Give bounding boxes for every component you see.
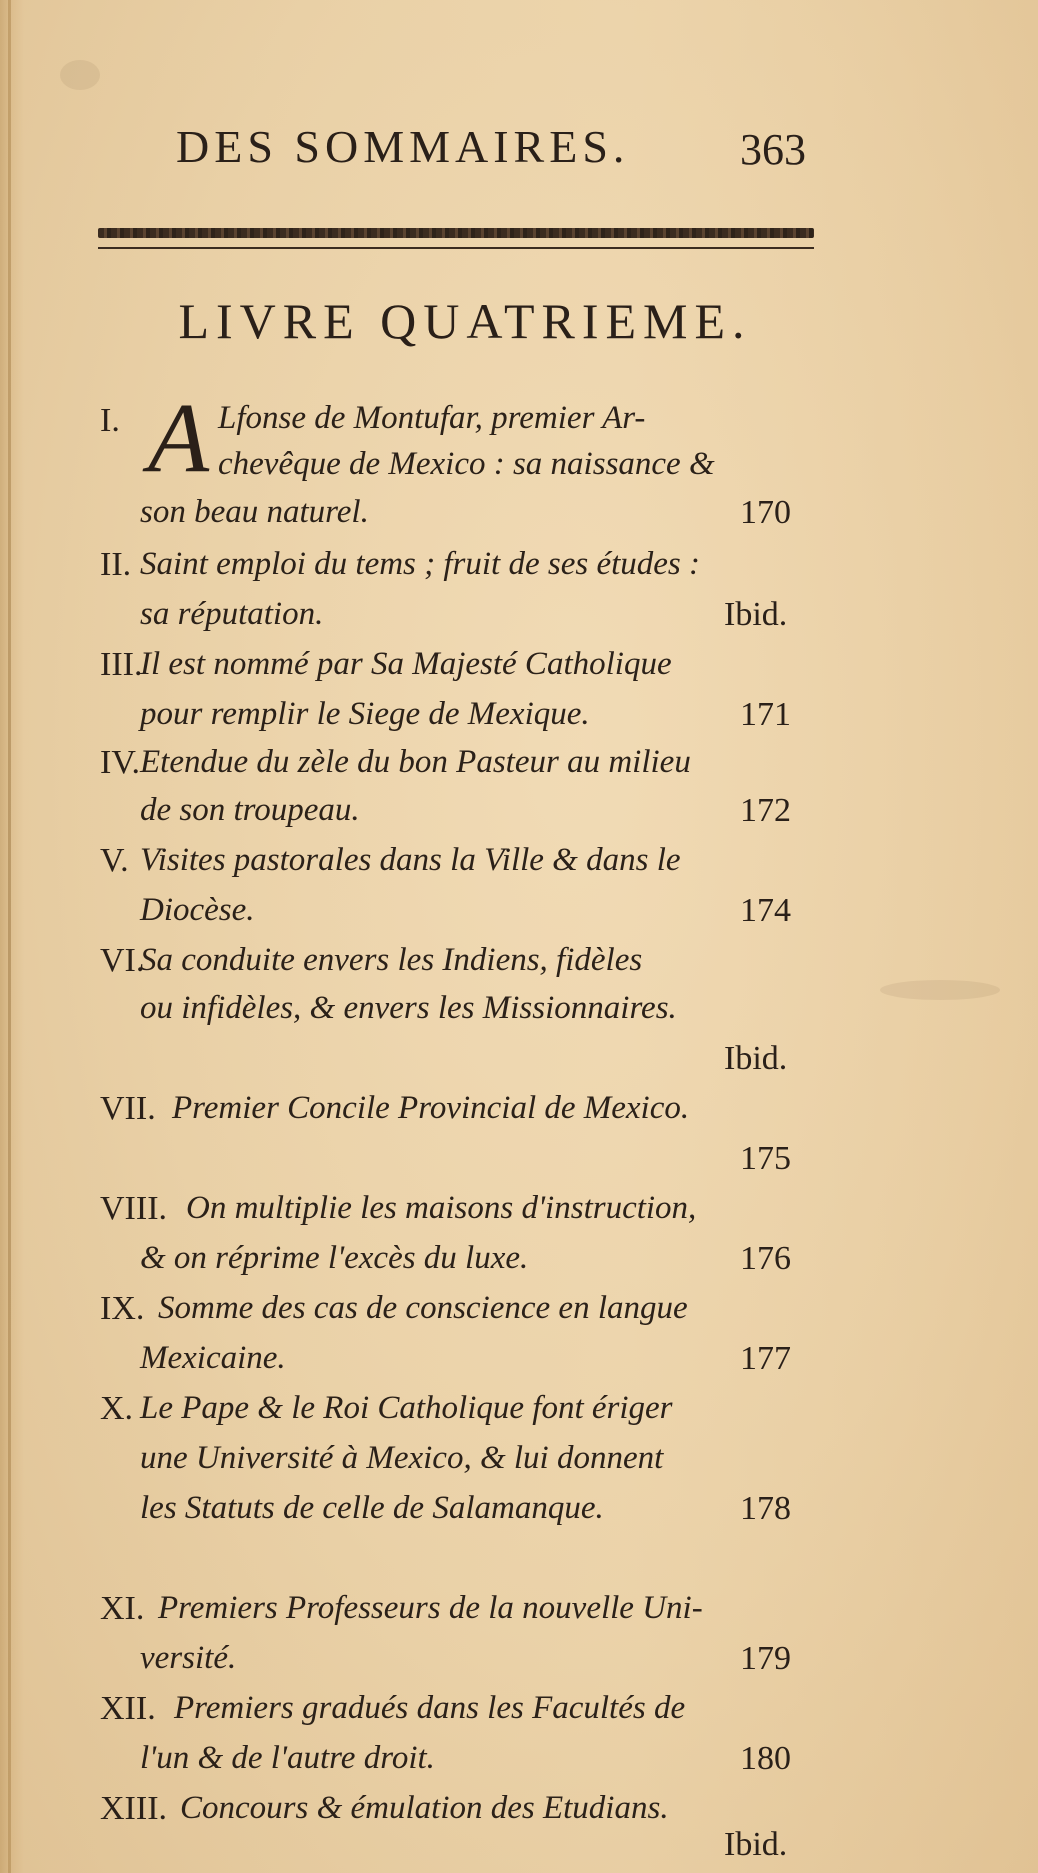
entry-number: I. [100,402,120,439]
book-title: LIVRE QUATRIEME. [178,293,752,349]
entry-page: 172 [740,792,791,829]
entry-text-line: Concours & émulation des Etudians. [180,1790,669,1826]
entry-page: Ibid. [724,596,788,633]
entry-text-line: Premier Concile Provincial de Mexico. [172,1090,690,1126]
entry-text-line: chevêque de Mexico : sa naissance & [218,446,715,482]
entry-number: II. [100,546,132,583]
entry-page: 174 [740,892,791,929]
entry-text-line: Sa conduite envers les Indiens, fidèles [140,942,643,978]
page-number: 363 [740,125,806,174]
entry-text-line: les Statuts de celle de Salamanque. [140,1490,604,1526]
running-head: DES SOMMAIRES. [176,121,630,172]
entry-number: IV. [100,744,140,781]
entry-text-line: Premiers gradués dans les Facultés de [174,1690,686,1726]
entry-text-line: Visites pastorales dans la Ville & dans le [140,842,681,878]
entry-text-line: son beau naturel. [140,494,369,530]
entry-text-line: Diocèse. [140,892,255,928]
entry-number: VII. [100,1090,156,1127]
entry-number: XII. [100,1690,156,1727]
entry-text-line: une Université à Mexico, & lui donnent [140,1440,664,1476]
entry-page: 177 [740,1340,791,1377]
entry-text-line: sa réputation. [140,596,324,632]
entry-number: X. [100,1390,134,1427]
entry-page: 178 [740,1490,791,1527]
entry-text-line: de son troupeau. [140,792,360,828]
entry-text-line: Saint emploi du tems ; fruit de ses études : [140,546,701,582]
entry-page: 179 [740,1640,791,1677]
entry-text-line: pour remplir le Siege de Mexique. [140,696,590,732]
entry-number: XIII. [100,1790,168,1827]
entry-text-line: Premiers Professeurs de la nouvelle Uni- [158,1590,703,1626]
entry-text-line: Mexicaine. [140,1340,286,1376]
entry-text-line: Lfonse de Montufar, premier Ar- [218,400,646,436]
entry-text-line: Le Pape & le Roi Catholique font ériger [140,1390,673,1426]
entry-page: 171 [740,696,791,733]
entry-text-line: ou infidèles, & envers les Missionnaires. [140,990,677,1026]
entry-number: VI. [100,942,145,979]
entry-page: 175 [740,1140,791,1177]
entry-number: V. [100,842,129,879]
entry-page: Ibid. [724,1040,788,1077]
entry-text-line: l'un & de l'autre droit. [140,1740,435,1776]
entry-number: XI. [100,1590,145,1627]
entry-page: 176 [740,1240,791,1277]
entry-number: III. [100,646,143,683]
entry-text-line: versité. [140,1640,237,1676]
entry-text-line: Etendue du zèle du bon Pasteur au milieu [140,744,691,780]
entry-text-line: Il est nommé par Sa Majesté Catholique [140,646,672,682]
entry-text-line: On multiplie les maisons d'instruction, [186,1190,697,1226]
entry-page: 170 [740,494,791,531]
entry-page: 180 [740,1740,791,1777]
entry-text-line: & on réprime l'excès du luxe. [140,1240,529,1276]
entry-text-line: Somme des cas de conscience en langue [158,1290,688,1326]
entry-page: Ibid. [724,1826,788,1863]
entry-number: IX. [100,1290,145,1327]
entry-number: VIII. [100,1190,168,1227]
drop-cap: A [148,382,210,493]
